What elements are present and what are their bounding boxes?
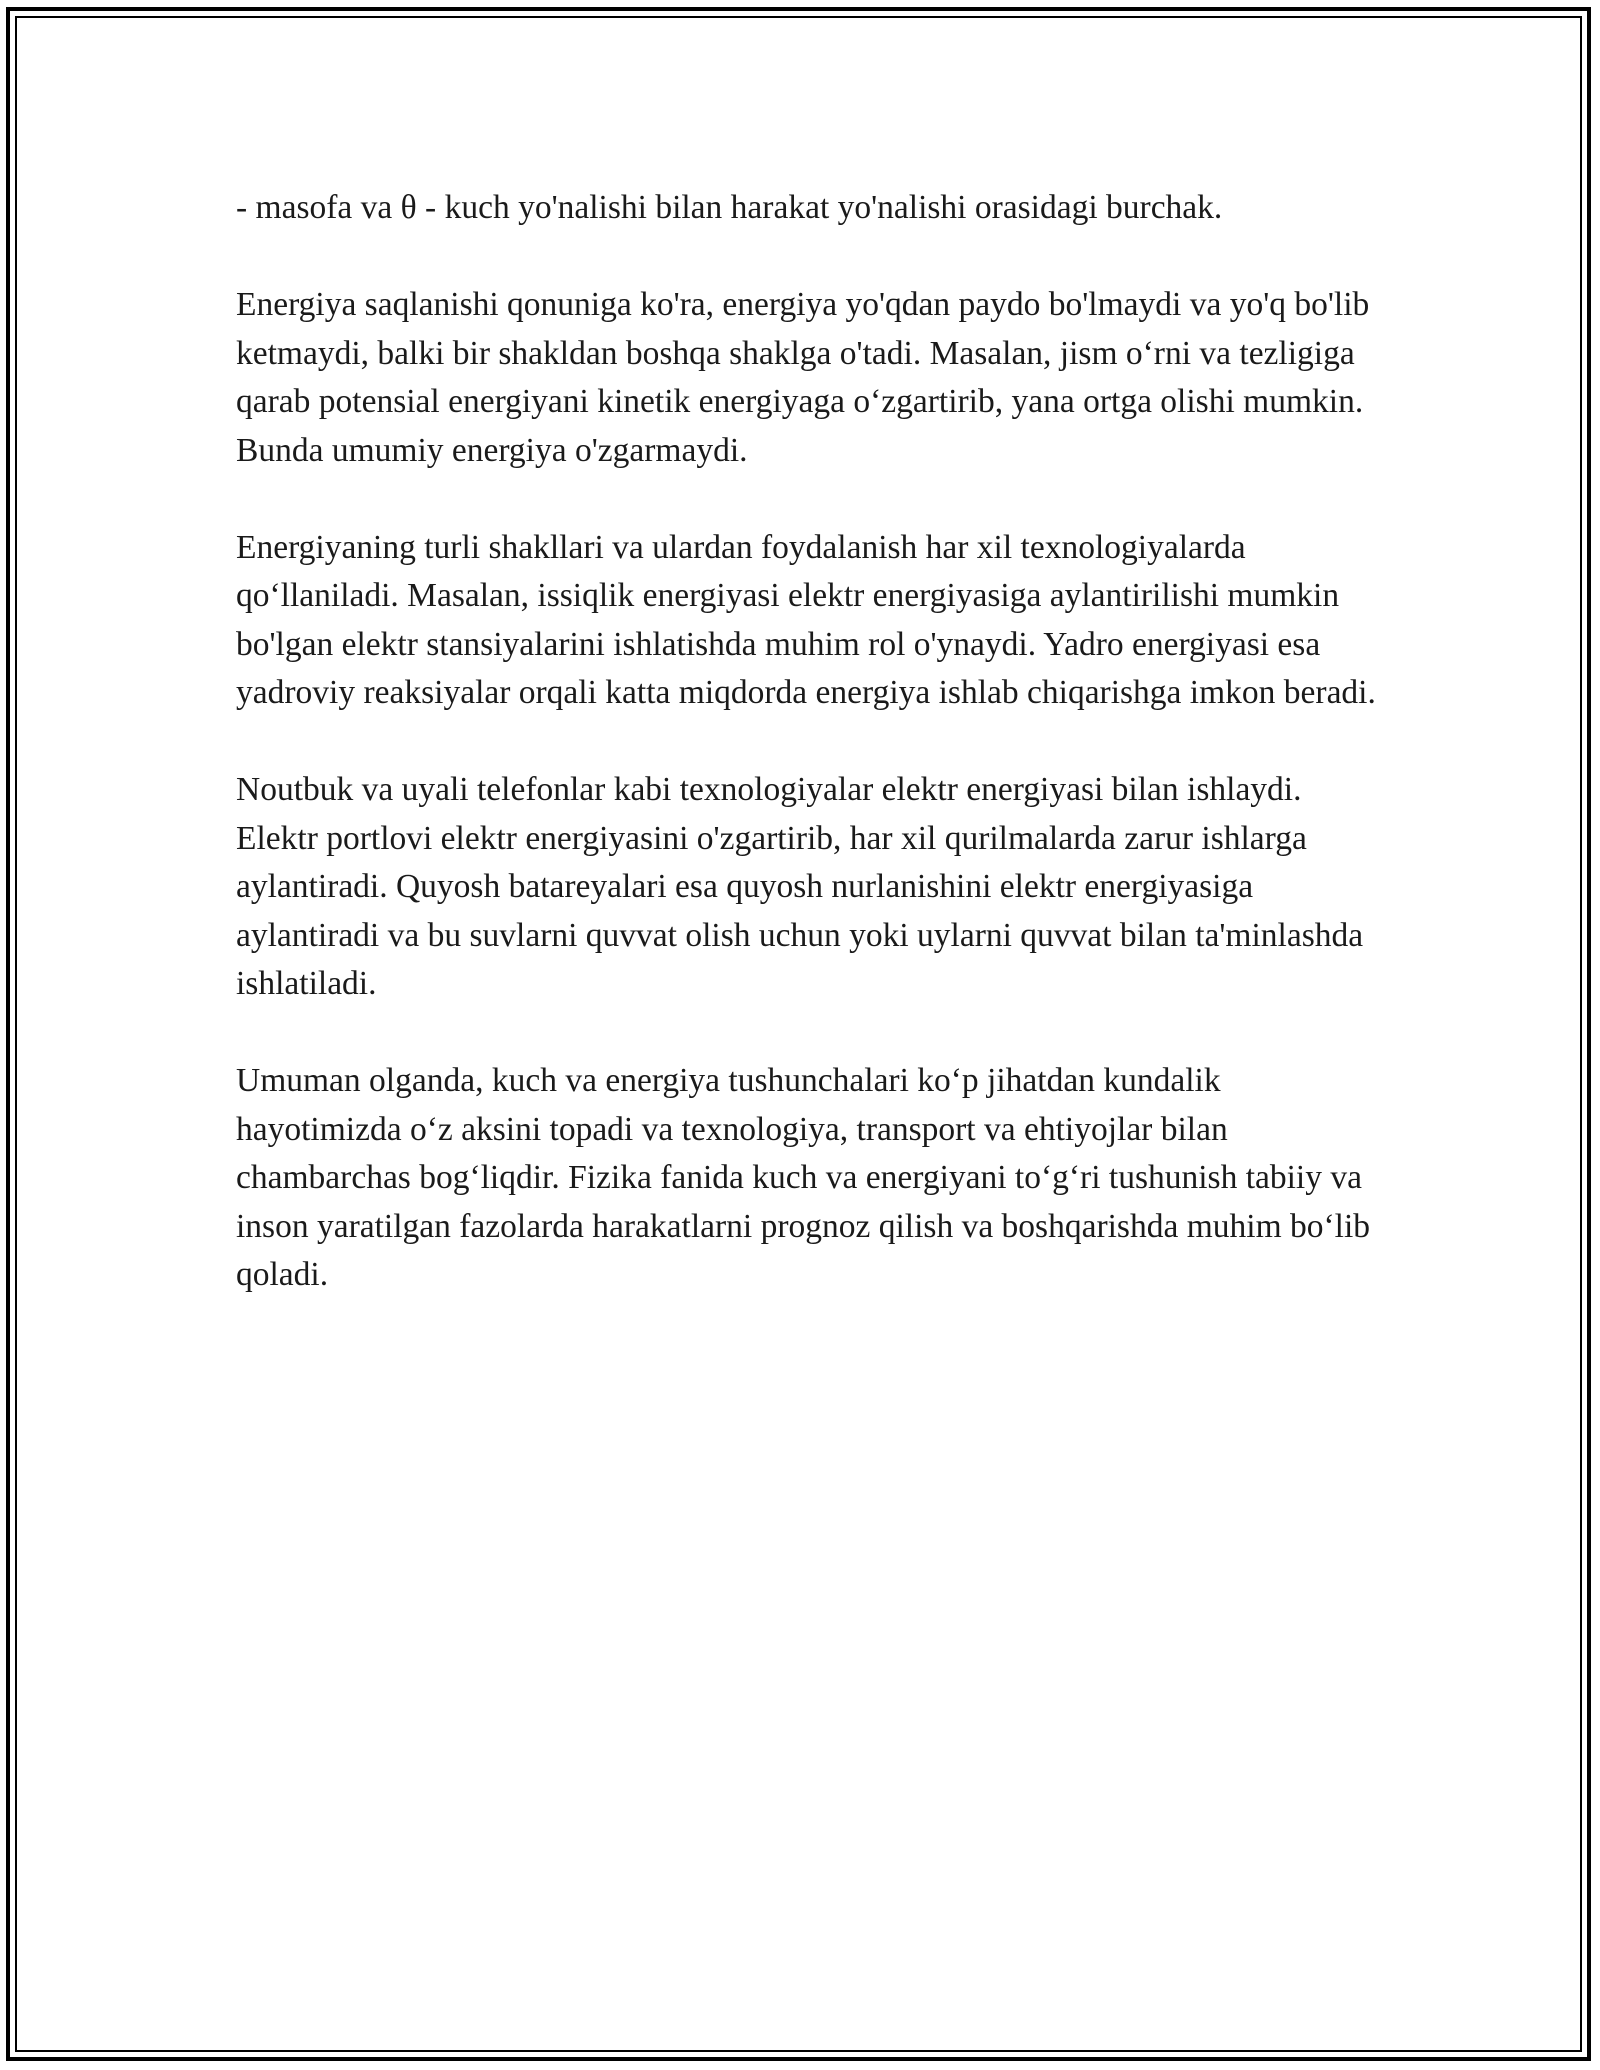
- paragraph-conclusion: Umuman olganda, kuch va energiya tushunchalari koʻp jihatdan kundalik hayotimizda oʻz aksini topadi va texnologiya, transport va ehtiyojlar bilan chambarchas bogʻliqdir. Fizika fanida kuch va energiyani toʻgʻri tushunish tabiiy va inson yaratilgan fazolarda harakatlarni prognoz qilish va boshqarishda muhim boʻlib qoladi.: [236, 1062, 1371, 1293]
- paragraph-energy-forms: Energiyaning turli shakllari va ulardan foydalanish har xil texnologiyalarda qoʻllaniladi. Masalan, issiqlik energiyasi elektr energiyasiga aylantirilishi mumkin bo'lgan elektr stansiyalarini ishlatishda muhim rol o'ynaydi. Yadro energiyasi esa yadroviy reaksiyalar orqali katta miqdorda energiya ishlab chiqarishga imkon beradi.: [236, 528, 1376, 711]
- paragraph-electric-technologies: Noutbuk va uyali telefonlar kabi texnologiyalar elektr energiyasi bilan ishlaydi. Elektr portlovi elektr energiyasini o'zgartirib, har xil qurilmalarda zarur ishlarga aylantiradi. Quyosh batareyalari esa quyosh nurlanishini elektr energiyasiga aylantiradi va bu suvlarni quvvat olish uchun yoki uylarni quvvat bilan ta'minlashda ishlatiladi.: [236, 771, 1364, 1002]
- document-body: [236, 184, 1376, 1348]
- paragraph-angle-definition: - masofa va θ - kuch yo'nalishi bilan harakat yo'nalishi orasidagi burchak.: [236, 189, 1223, 226]
- paragraph-energy-conservation: Energiya saqlanishi qonuniga ko'ra, energiya yo'qdan paydo bo'lmaydi va yo'q bo'lib ketmaydi, balki bir shakldan boshqa shaklga o'tadi. Masalan, jism oʻrni va tezligiga qarab potensial energiyani kinetik energiyaga oʻzgartirib, yana ortga olishi mumkin. Bunda umumiy energiya o'zgarmaydi.: [236, 286, 1370, 469]
